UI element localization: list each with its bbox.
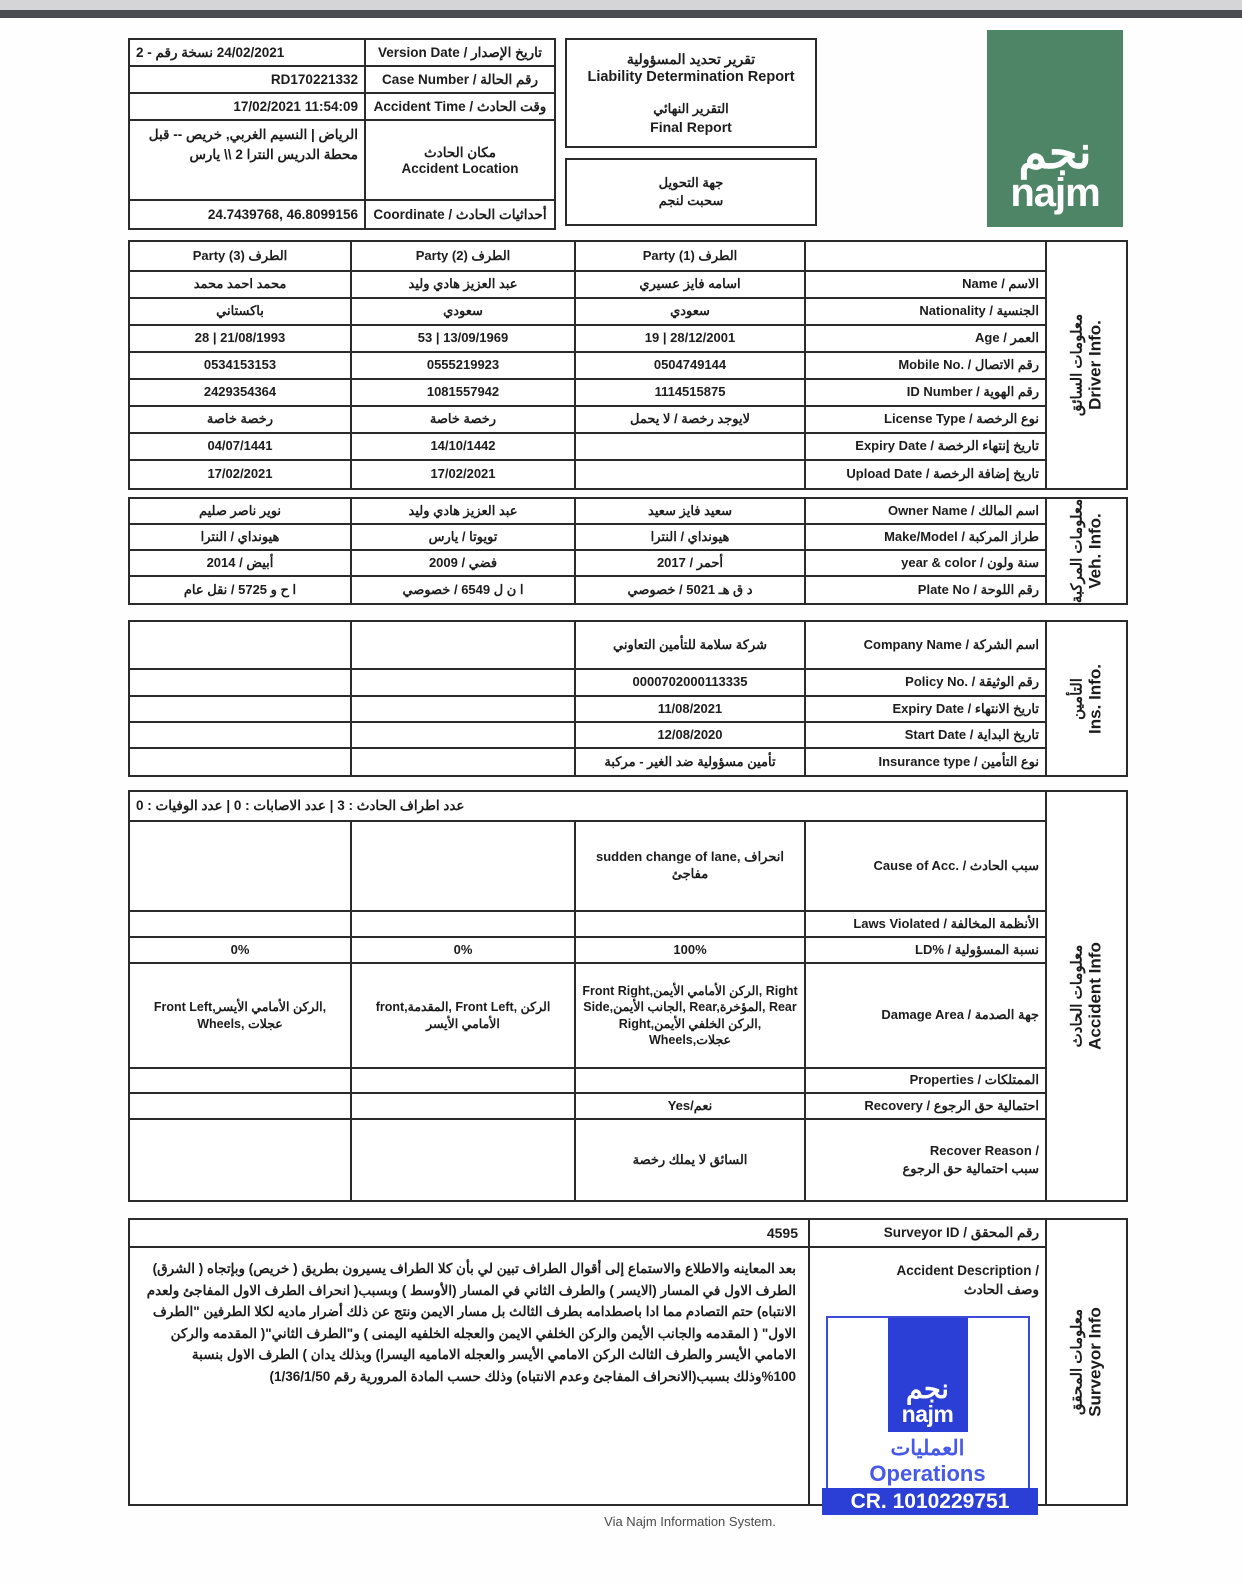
recovery-row	[130, 1094, 1045, 1120]
accident-location-row	[130, 121, 554, 201]
policy-no-p2	[352, 670, 576, 695]
recover-reason-p3	[130, 1120, 352, 1200]
driver-upload-p1	[576, 461, 806, 488]
vehicle-info-side-label-ar: معلومات المركبة	[1068, 498, 1086, 604]
driver-age-label: Age / العمر	[975, 330, 1039, 346]
recover-reason-row	[130, 1120, 1045, 1200]
case-number-label: Case Number / رقم الحالة	[381, 71, 539, 87]
driver-upload-label: Upload Date / تاريخ إضافة الرخصة	[846, 466, 1039, 482]
year-color-p1: أحمر / 2017	[576, 551, 806, 575]
driver-id-label: ID Number / رقم الهوية	[906, 384, 1039, 400]
ins-expiry-p1: 11/08/2021	[576, 697, 806, 721]
driver-nationality-p2: سعودي	[352, 299, 576, 324]
insurance-info-table	[128, 620, 1128, 777]
accident-location-label-en: Accident Location	[401, 160, 519, 176]
driver-age-p3: 28 | 21/08/1993	[130, 326, 352, 351]
driver-expiry-label: Expiry Date / تاريخ إنتهاء الرخصة	[855, 438, 1039, 454]
accident-info-side-label-ar: معلومات الحادث	[1068, 944, 1086, 1048]
ld-percent-row	[130, 938, 1045, 964]
najm-logo-latin: najm	[1010, 171, 1100, 215]
properties-p3	[130, 1069, 352, 1092]
recover-reason-label-en: Recover Reason /	[929, 1142, 1039, 1158]
company-name-p1: شركة سلامة للتأمين التعاوني	[576, 622, 806, 668]
company-name-row	[130, 622, 1045, 670]
driver-nationality-p3: باكستاني	[130, 299, 352, 324]
najm-logo	[987, 30, 1123, 227]
surveyor-id-value: 4595	[130, 1220, 810, 1246]
ld-p2: 0%	[352, 938, 576, 962]
report-title-en: Liability Determination Report	[587, 69, 795, 86]
party1-header: الطرف (1) Party	[576, 242, 806, 270]
stamp-operations-en: Operations	[869, 1460, 986, 1486]
ins-type-row	[130, 749, 1045, 775]
party-header-label-cell	[806, 242, 1045, 270]
driver-mobile-p3: 0534153153	[130, 353, 352, 378]
report-title-box	[565, 38, 817, 148]
recovery-label: Recovery / احتمالية حق الرجوع	[864, 1097, 1039, 1113]
coordinate-label: Coordinate / أحداثيات الحادث	[373, 206, 547, 222]
year-color-row	[130, 551, 1045, 577]
accident-location-label-ar: مكان الحادث	[424, 144, 496, 160]
recover-reason-p2	[352, 1120, 576, 1200]
policy-no-row	[130, 670, 1045, 697]
vehicle-info-table	[128, 497, 1128, 605]
scan-top-band-light	[0, 0, 1242, 10]
version-date-row	[130, 40, 554, 67]
surveyor-id-row	[130, 1220, 1045, 1248]
plate-no-p3: ا ح و 5725 / نقل عام	[130, 577, 352, 603]
party3-header: الطرف (3) Party	[130, 242, 352, 270]
driver-upload-p2: 17/02/2021	[352, 461, 576, 488]
ins-expiry-p3	[130, 697, 352, 721]
driver-nationality-row	[130, 299, 1045, 326]
driver-license-row	[130, 407, 1045, 434]
cause-p3	[130, 822, 352, 910]
ins-start-p1: 12/08/2020	[576, 723, 806, 747]
company-name-p3	[130, 622, 352, 668]
accident-description-label-en: Accident Description /	[896, 1263, 1039, 1278]
najm-stamp-logo	[888, 1318, 968, 1432]
driver-mobile-label: Mobile No. / رقم الاتصال	[898, 357, 1039, 373]
driver-age-row	[130, 326, 1045, 353]
transfer-box	[565, 158, 817, 226]
ins-start-label: Start Date / تاريخ البداية	[904, 726, 1039, 742]
driver-name-p2: عبد العزيز هادي وليد	[352, 272, 576, 297]
ld-percent-label: LD% / نسبة المسؤولية	[915, 941, 1039, 957]
plate-no-row	[130, 577, 1045, 603]
recover-reason-label-ar: سبب احتمالية حق الرجوع	[902, 1161, 1039, 1176]
accident-time-label: Accident Time / وقت الحادث	[373, 98, 547, 114]
surveyor-info-side-label	[1068, 1307, 1105, 1417]
cause-label: Cause of Acc. / سبب الحادث	[873, 857, 1039, 873]
damage-p2: front,المقدمة, Front Left, الركن الأمامي الأيسر	[352, 964, 576, 1067]
scan-top-band-dark	[0, 10, 1242, 18]
insurance-info-side-label-en: Ins. Info.	[1085, 663, 1105, 734]
driver-info-side-label	[1068, 314, 1105, 416]
najm-stamp-logo-en: najm	[901, 1400, 954, 1427]
year-color-label: year & color / سنة ولون	[901, 554, 1039, 570]
driver-age-p1: 19 | 28/12/2001	[576, 326, 806, 351]
driver-mobile-row	[130, 353, 1045, 380]
laws-violated-label: Laws Violated / الأنظمة المخالفة	[853, 915, 1039, 931]
surveyor-info-side-band	[1045, 1220, 1126, 1504]
make-model-row	[130, 525, 1045, 551]
ins-expiry-p2	[352, 697, 576, 721]
plate-no-label: Plate No / رقم اللوحة	[917, 581, 1039, 597]
driver-id-p2: 1081557942	[352, 380, 576, 405]
accident-info-side-label-en: Accident Info	[1085, 942, 1105, 1050]
driver-upload-p3: 17/02/2021	[130, 461, 352, 488]
recovery-p3	[130, 1094, 352, 1118]
year-color-p2: فضي / 2009	[352, 551, 576, 575]
najm-operations-stamp	[826, 1316, 1030, 1496]
policy-no-p1: 0000702000113335	[576, 670, 806, 695]
year-color-p3: أبيض / 2014	[130, 551, 352, 575]
driver-license-p3: رخصة خاصة	[130, 407, 352, 432]
accident-description-side	[810, 1248, 1045, 1504]
driver-nationality-label: Nationality / الجنسية	[919, 303, 1039, 319]
driver-expiry-row	[130, 434, 1045, 461]
cause-row	[130, 822, 1045, 912]
accident-description-text: بعد المعاينه والاطلاع والاستماع إلى أقوال الطراف تبين لي بأن كلا الطراف يسيرون بطريق ( خريص) وبإتجاه ( الشرق) الطرف الاول في المسار (الايسر ) والطرف الثاني في المسار (الأوسط ) وبسبب( انحراف الطرف الاول المفاجئ ولعدم الانتباه) حتم التصادم مما ادا باصطدامه بطرف الثالث بل مسار الايمن ونتج عن ذلك أضرار ماديه لكلا الطرفين "الطرف الاول" ( المقدمه والجانب الأيمن والركن الخلفي الايمن والعجله الخلفيه اليمنى ) و"الطرف الثاني"( المقدمه والركن الامامي الأيسر والطرف الثالث الركن الامامي الأيسر والعجله الاماميه اليسرا) وبذلك يدان ) الطرف الاول بنسبة 100%وذلك بسبب(الانحراف المفاجئ وعدم الانتباه) وذلك حسب المادة المرورية رقم 1/36/1/50)	[130, 1248, 810, 1504]
driver-name-p1: اسامه فايز عسيري	[576, 272, 806, 297]
transfer-line2: سحبت لنجم	[658, 193, 724, 208]
cr-number-bar: CR. 1010229751	[822, 1488, 1038, 1515]
accident-info-side-label	[1068, 942, 1105, 1050]
case-number-value: RD170221332	[130, 67, 366, 92]
cause-p2	[352, 822, 576, 910]
najm-logo-arabic: نجم	[1018, 125, 1092, 178]
vehicle-info-side-label-en: Veh. Info.	[1085, 513, 1105, 589]
driver-name-p3: محمد احمد محمد	[130, 272, 352, 297]
vehicle-info-side-label	[1068, 499, 1105, 603]
insurance-info-side-label	[1068, 664, 1105, 734]
driver-name-label: Name / الاسم	[962, 276, 1039, 292]
accident-description-label-ar: وصف الحادث	[963, 1281, 1039, 1297]
accident-time-value: 17/02/2021 11:54:09	[130, 94, 366, 119]
damage-area-label: Damage Area / جهة الصدمة	[881, 1007, 1039, 1023]
damage-p3: Front Left,الركن الأمامي الأيسر, Wheels, عجلات	[130, 964, 352, 1067]
driver-upload-row	[130, 461, 1045, 488]
ins-start-p2	[352, 723, 576, 747]
accident-description-row	[130, 1248, 1045, 1504]
driver-mobile-p1: 0504749144	[576, 353, 806, 378]
cause-p1: sudden change of lane, انحراف مفاجئ	[576, 822, 806, 910]
surveyor-info-side-label-ar: معلومات المحقق	[1068, 1308, 1086, 1416]
laws-p1	[576, 912, 806, 936]
driver-info-side-band	[1045, 242, 1126, 488]
plate-no-p1: د ق هـ 5021 / خصوصي	[576, 577, 806, 603]
transfer-line1: جهة التحويل	[658, 175, 724, 191]
driver-id-p3: 2429354364	[130, 380, 352, 405]
laws-p2	[352, 912, 576, 936]
ins-type-label: Insurance type / نوع التأمين	[878, 753, 1039, 769]
surveyor-info-side-label-en: Surveyor Info	[1085, 1307, 1105, 1417]
insurance-info-side-label-ar: التأمين	[1068, 677, 1086, 720]
driver-license-p1: لايوجد رخصة / لا يحمل	[576, 407, 806, 432]
driver-age-p2: 53 | 13/09/1969	[352, 326, 576, 351]
damage-area-row	[130, 964, 1045, 1069]
driver-id-p1: 1114515875	[576, 380, 806, 405]
party-counts-row	[130, 792, 1045, 822]
driver-expiry-p3: 04/07/1441	[130, 434, 352, 459]
vehicle-info-side-band	[1045, 499, 1126, 603]
accident-info-table	[128, 790, 1128, 1202]
laws-violated-row	[130, 912, 1045, 938]
coordinate-value: 24.7439768, 46.8099156	[130, 201, 366, 228]
report-subtitle-ar: التقرير النهائي	[653, 101, 729, 116]
header-meta-table	[128, 38, 556, 230]
driver-info-side-label-en: Driver Info.	[1085, 320, 1105, 410]
party-counts-text: عدد اطراف الحادث : 3 | عدد الاصابات : 0 | عدد الوفيات : 0	[136, 798, 465, 814]
party-header-row	[130, 242, 1045, 272]
ld-p1: 100%	[576, 938, 806, 962]
properties-p2	[352, 1069, 576, 1092]
driver-expiry-p2: 14/10/1442	[352, 434, 576, 459]
party2-header: الطرف (2) Party	[352, 242, 576, 270]
accident-info-side-band	[1045, 792, 1126, 1200]
ins-type-p3	[130, 749, 352, 775]
owner-name-p3: نوير ناصر صليم	[130, 499, 352, 523]
version-date-value: 24/02/2021 نسخة رقم - 2	[130, 40, 366, 65]
properties-row	[130, 1069, 1045, 1094]
surveyor-id-label: Surveyor ID / رقم المحقق	[883, 1225, 1039, 1240]
najm-stamp-logo-ar: نجم	[906, 1374, 949, 1405]
driver-name-row	[130, 272, 1045, 299]
accident-time-row	[130, 94, 554, 121]
insurance-info-side-band	[1045, 622, 1126, 775]
driver-info-table	[128, 240, 1128, 490]
properties-label: Properties / الممتلكات	[909, 1072, 1039, 1088]
footer-note: Via Najm Information System.	[604, 1514, 776, 1529]
ins-type-p1: تأمين مسؤولية ضد الغير - مركبة	[576, 749, 806, 775]
report-title-ar: تقرير تحديد المسؤولية	[626, 50, 756, 67]
laws-p3	[130, 912, 352, 936]
damage-p1: Front Right,الركن الأمامي الأيمن, Right Side,الجانب الأيمن, Rear,المؤخرة, Rear Right,الركن الخلفي الأيمن, Wheels,عجلات	[576, 964, 806, 1067]
make-model-p1: هيونداي / النترا	[576, 525, 806, 549]
ins-expiry-label: Expiry Date / تاريخ الانتهاء	[892, 700, 1039, 716]
ins-start-row	[130, 723, 1045, 749]
accident-description-label	[810, 1262, 1045, 1300]
plate-no-p2: ا ن ل 6549 / خصوصي	[352, 577, 576, 603]
stamp-operations-ar: العمليات	[890, 1436, 965, 1460]
driver-license-label: License Type / نوع الرخصة	[884, 411, 1039, 427]
make-model-p2: تويوتا / يارس	[352, 525, 576, 549]
owner-name-row	[130, 499, 1045, 525]
ins-start-p3	[130, 723, 352, 747]
policy-no-label: Policy No. / رقم الوثيقة	[905, 674, 1039, 690]
company-name-p2	[352, 622, 576, 668]
driver-info-side-label-ar: معلومات السائق	[1068, 313, 1086, 417]
surveyor-info-table	[128, 1218, 1128, 1506]
report-subtitle-en: Final Report	[650, 118, 732, 135]
recover-reason-label	[806, 1120, 1045, 1200]
driver-mobile-p2: 0555219923	[352, 353, 576, 378]
accident-location-value: الرياض | النسيم الغربي, خريص -- قبل محطة الدريس النترا 2 \\ يارس	[130, 121, 366, 199]
ld-p3: 0%	[130, 938, 352, 962]
recover-reason-p1: السائق لا يملك رخصة	[576, 1120, 806, 1200]
policy-no-p3	[130, 670, 352, 695]
make-model-label: Make/Model / طراز المركبة	[884, 528, 1039, 544]
accident-location-label	[366, 121, 554, 199]
company-name-label: Company Name / اسم الشركة	[863, 636, 1039, 652]
recovery-p1: Yes/نعم	[576, 1094, 806, 1118]
coordinate-row	[130, 201, 554, 228]
ins-type-p2	[352, 749, 576, 775]
driver-id-row	[130, 380, 1045, 407]
driver-expiry-p1	[576, 434, 806, 459]
properties-p1	[576, 1069, 806, 1092]
make-model-p3: هيونداي / النترا	[130, 525, 352, 549]
owner-name-label: Owner Name / اسم المالك	[887, 502, 1039, 518]
recovery-p2	[352, 1094, 576, 1118]
driver-license-p2: رخصة خاصة	[352, 407, 576, 432]
owner-name-p1: سعيد فايز سعيد	[576, 499, 806, 523]
ins-expiry-row	[130, 697, 1045, 723]
owner-name-p2: عبد العزيز هادي وليد	[352, 499, 576, 523]
case-number-row	[130, 67, 554, 94]
driver-nationality-p1: سعودي	[576, 299, 806, 324]
version-date-label: Version Date / تاريخ الإصدار	[378, 44, 542, 60]
